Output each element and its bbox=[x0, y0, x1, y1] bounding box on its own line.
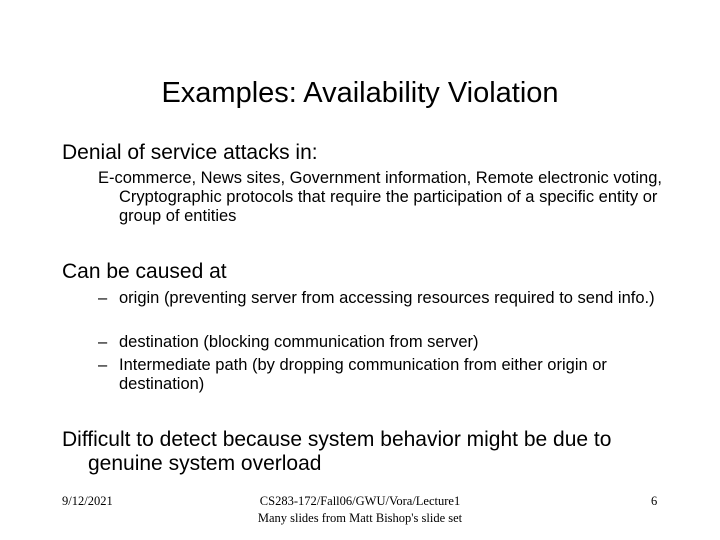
sub-bullet-dos-targets: E-commerce, News sites, Government information, Remote electronic voting, Cryptographic protocols that require the participation of a specific entity or group of entities bbox=[98, 169, 662, 225]
sub-bullet-intermediate-path-text: Intermediate path (by dropping communication from either origin or destination) bbox=[119, 356, 607, 393]
footer-credit-line: Many slides from Matt Bishop's slide set bbox=[257, 511, 463, 525]
bullet-difficult-to-detect: Difficult to detect because system behavior might be due to genuine system overload bbox=[62, 428, 612, 475]
page-number: 6 bbox=[651, 494, 658, 508]
sub-bullet-origin bbox=[98, 289, 658, 308]
footer-course-line: CS283-172/Fall06/GWU/Vora/Lecture1 bbox=[259, 494, 461, 508]
bullet-denial-of-service: Denial of service attacks in: bbox=[62, 141, 318, 164]
sub-bullet-intermediate-path bbox=[98, 356, 658, 394]
dash-marker: – bbox=[98, 289, 108, 307]
footer-credits bbox=[190, 493, 530, 527]
dash-marker: – bbox=[98, 333, 108, 351]
sub-bullet-destination bbox=[98, 333, 658, 352]
footer-date: 9/12/2021 bbox=[62, 494, 113, 508]
bullet-can-be-caused-at: Can be caused at bbox=[62, 260, 227, 283]
slide-title: Examples: Availability Violation bbox=[161, 77, 559, 109]
sub-bullet-origin-text: origin (preventing server from accessing resources required to send info.) bbox=[119, 289, 655, 307]
dash-marker: – bbox=[98, 356, 108, 374]
sub-bullet-destination-text: destination (blocking communication from server) bbox=[119, 333, 479, 351]
